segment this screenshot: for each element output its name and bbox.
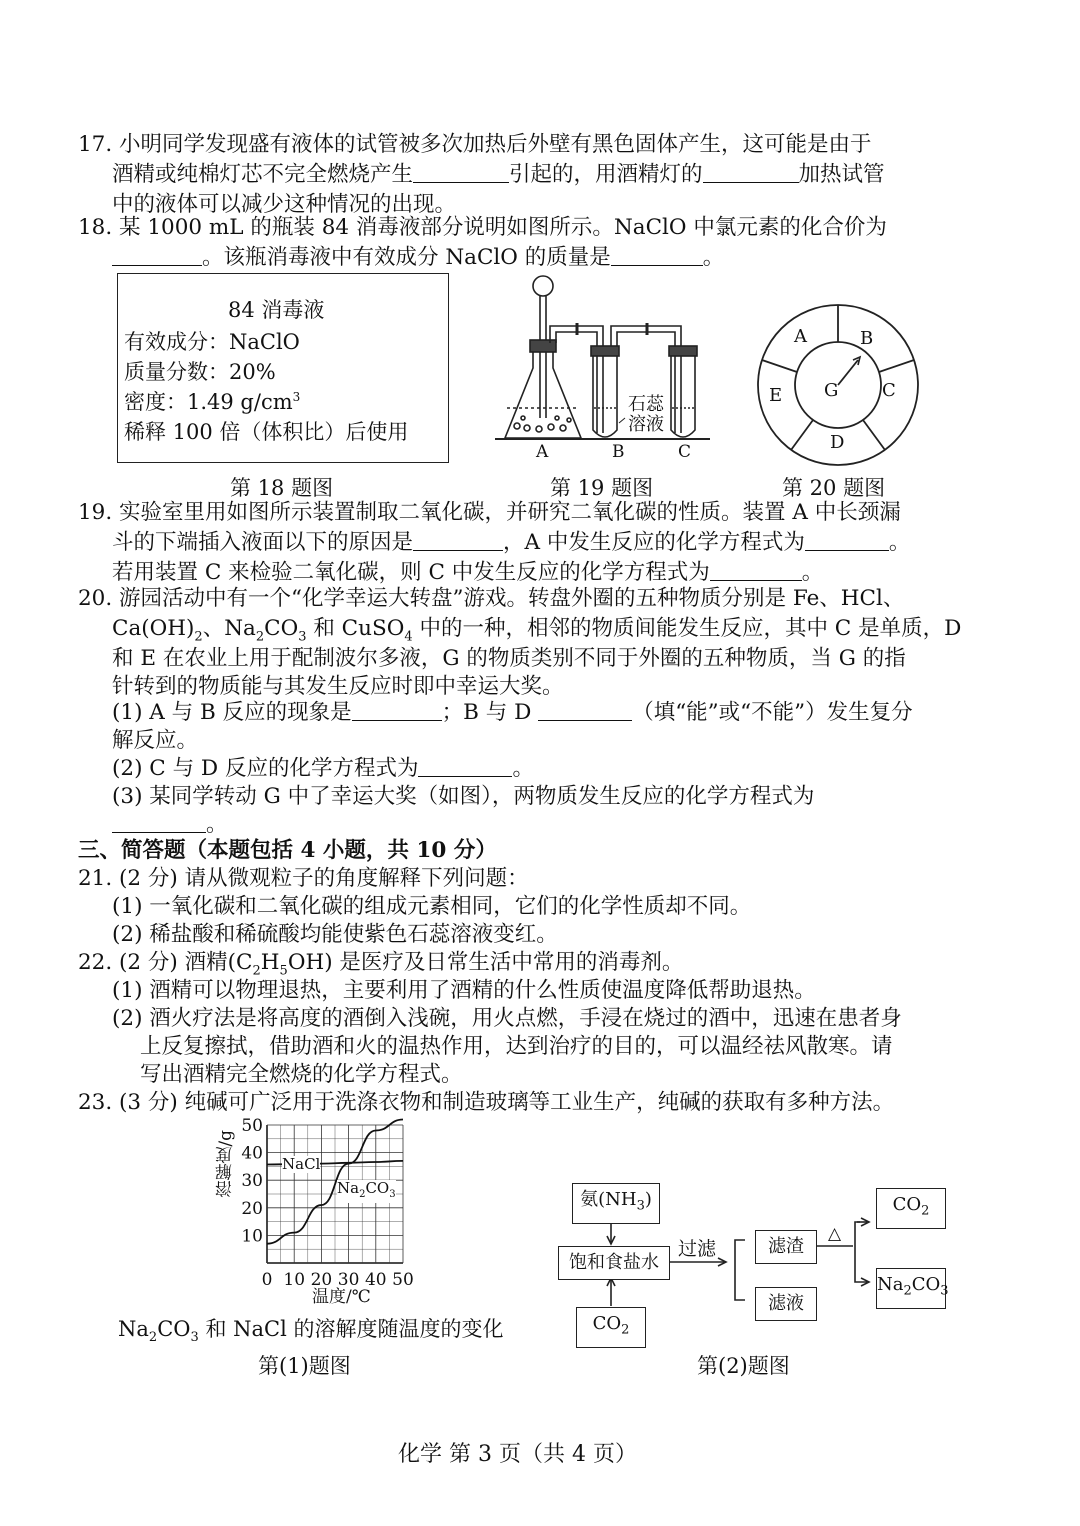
- disinfectant-label: [117, 273, 449, 463]
- q21-line1: 21. (2 分) 请从微观粒子的角度解释下列问题：: [78, 866, 529, 891]
- q18-blank-1[interactable]: [112, 245, 202, 266]
- y-tick-label: 30: [241, 1171, 263, 1192]
- q19-line2: 斗的下端插入液面以下的原因是 ，A 中发生反应的化学方程式为 。: [112, 530, 911, 555]
- wheel-label-b: B: [860, 328, 874, 349]
- y-tick-label: 40: [241, 1143, 263, 1164]
- label-dilute: 稀释 100 倍（体积比）后使用: [124, 420, 409, 444]
- co2-input-box: $CO_2$: [576, 1307, 646, 1348]
- co2-output-box: $CO_2$: [876, 1188, 946, 1229]
- q21-part1: (1) 一氧化碳和二氧化碳的组成元素相同，它们的化学性质却不同。: [112, 894, 752, 919]
- label-density: 密度：1.49 $g/cm^3$: [124, 390, 301, 414]
- filter-label: 过滤: [678, 1238, 717, 1260]
- q17-line1: 17. 小明同学发现盛有液体的试管被多次加热后外壁有黑色固体产生，这可能是由于: [78, 132, 872, 157]
- q22-part1: (1) 酒精可以物理退热，主要利用了酒精的什么性质使温度降低帮助退热。: [112, 978, 816, 1003]
- y-tick-label: 50: [241, 1116, 263, 1136]
- na2co3-series-label: $Na_2CO_3$: [337, 1180, 396, 1203]
- nacl-series-label: NaCl: [282, 1155, 321, 1173]
- y-tick-label: 20: [241, 1198, 263, 1219]
- q20-part1: (1) A 与 B 反应的现象是 ；B 与 D （填“能”或“不能”）发生复分: [112, 700, 913, 725]
- q20-part3: (3) 某同学转动 G 中了幸运大奖（如图），两物质发生反应的化学方程式为: [112, 784, 815, 809]
- fig19-label-b: B: [612, 442, 625, 462]
- label-ingredient: 有效成分：NaClO: [124, 330, 300, 354]
- fig19-label-c: C: [678, 442, 692, 462]
- q22-part2-line3: 写出酒精完全燃烧的化学方程式。: [140, 1062, 463, 1087]
- wheel-label-a: A: [794, 326, 807, 347]
- q18-line2: 。该瓶消毒液中有效成分 NaClO 的质量是 。: [112, 243, 724, 273]
- fig19-caption: 第 19 题图: [550, 476, 654, 500]
- x-tick-label: 20: [310, 1270, 333, 1290]
- q18-blank-2[interactable]: [611, 245, 703, 266]
- page-footer: 化学 第 3 页（共 4 页）: [398, 1442, 637, 1467]
- x-tick-label: 30: [337, 1270, 360, 1290]
- litmus-label: 石蕊 溶液: [628, 394, 664, 435]
- chart-caption: $Na_2CO_3$ 和 NaCl 的溶解度随温度的变化: [118, 1317, 504, 1346]
- residue-box: 滤渣: [755, 1230, 817, 1264]
- fig20-caption: 第 20 题图: [782, 476, 886, 500]
- fig18-caption: 第 18 题图: [230, 476, 334, 500]
- q20-blank-2[interactable]: [538, 700, 632, 721]
- q17-blank-2[interactable]: [703, 162, 799, 183]
- ammonia-box: 氨$(NH_3)$: [572, 1183, 660, 1224]
- heat-symbol: △: [828, 1224, 842, 1244]
- q19-blank-3[interactable]: [710, 560, 802, 581]
- q20-part3-cont: 。: [112, 810, 228, 840]
- section3-title: 三、简答题（本题包括 4 小题，共 10 分）: [78, 838, 497, 863]
- q22-part2-line2: 上反复擦拭，借助酒和火的温热作用，达到治疗的目的，可以温经祛风散寒。请: [140, 1034, 893, 1059]
- fig19-label-a: A: [536, 442, 549, 462]
- q20-blank-1[interactable]: [352, 700, 442, 721]
- x-tick-label: 0: [261, 1270, 273, 1290]
- chart-xlabel: 温度/℃: [312, 1287, 371, 1307]
- label-fraction: 质量分数：20%: [124, 360, 276, 384]
- q19-line1: 19. 实验室里用如图所示装置制取二氧化碳，并研究二氧化碳的性质。装置 A 中长颈漏: [78, 500, 901, 525]
- wheel-center-g: G: [824, 380, 839, 401]
- wheel-label-c: C: [882, 380, 896, 401]
- q20-part2: (2) C 与 D 反应的化学方程式为 。: [112, 756, 534, 781]
- fig23-1-caption: 第(1)题图: [258, 1354, 351, 1378]
- x-tick-label: 40: [364, 1270, 387, 1290]
- x-tick-label: 50: [392, 1270, 414, 1290]
- filtrate-box: 滤液: [755, 1287, 817, 1321]
- label-title: 84 消毒液: [228, 298, 325, 322]
- q17-blank-1[interactable]: [413, 162, 509, 183]
- q21-part2: (2) 稀盐酸和稀硫酸均能使紫色石蕊溶液变红。: [112, 922, 558, 947]
- q20-line3: 和 E 在农业上用于配制波尔多液，G 的物质类别不同于外圈的五种物质，当 G 的指: [112, 646, 906, 671]
- q19-blank-2[interactable]: [805, 530, 889, 551]
- fig23-2-caption: 第(2)题图: [697, 1354, 790, 1378]
- q18-line1: 18. 某 1000 mL 的瓶装 84 消毒液部分说明如图所示。NaClO 中氯元素的化合价为: [78, 215, 887, 240]
- brine-box: 饱和食盐水: [558, 1246, 670, 1280]
- q20-line2: $Ca(OH)_2$、$Na_2CO_3$ 和 CuSO$_4$ 中的一种，相邻的物质间能发生反应，其中 C 是单质，D: [112, 616, 962, 645]
- co2-apparatus-diagram: [495, 268, 715, 466]
- chart-ylabel: 溶解度/g: [216, 1130, 236, 1198]
- q19-blank-1[interactable]: [413, 530, 503, 551]
- q20-part1-cont: 解反应。: [112, 728, 199, 753]
- q23-line1: 23. (3 分) 纯碱可广泛用于洗涤衣物和制造玻璃等工业生产，纯碱的获取有多种方法。: [78, 1090, 895, 1115]
- wheel-label-d: D: [830, 432, 845, 453]
- y-tick-label: 10: [241, 1226, 263, 1247]
- q22-part2-line1: (2) 酒火疗法是将高度的酒倒入浅碗，用火点燃，手浸在烧过的酒中，迅速在患者身: [112, 1006, 902, 1031]
- q17-line2: 酒精或纯棉灯芯不完全燃烧产生 引起的，用酒精灯的 加热试管: [112, 162, 885, 187]
- q17-line3: 中的液体可以减少这种情况的出现。: [112, 192, 457, 217]
- q19-line3: 若用装置 C 来检验二氧化碳，则 C 中发生反应的化学方程式为 。: [112, 560, 824, 585]
- na2co3-output-box: $Na_2CO_3$: [876, 1268, 946, 1309]
- q20-blank-4[interactable]: [112, 812, 206, 833]
- q20-blank-3[interactable]: [418, 756, 512, 777]
- q22-line1: 22. (2 分) 酒精$(C_2H_5OH)$ 是医疗及日常生活中常用的消毒剂。: [78, 950, 684, 979]
- q20-line4: 针转到的物质能与其发生反应时即中幸运大奖。: [112, 674, 564, 699]
- x-tick-label: 10: [283, 1270, 306, 1290]
- wheel-label-e: E: [769, 385, 783, 406]
- q20-line1: 20. 游园活动中有一个“化学幸运大转盘”游戏。转盘外圈的五种物质分别是 Fe、HCl、: [78, 586, 905, 611]
